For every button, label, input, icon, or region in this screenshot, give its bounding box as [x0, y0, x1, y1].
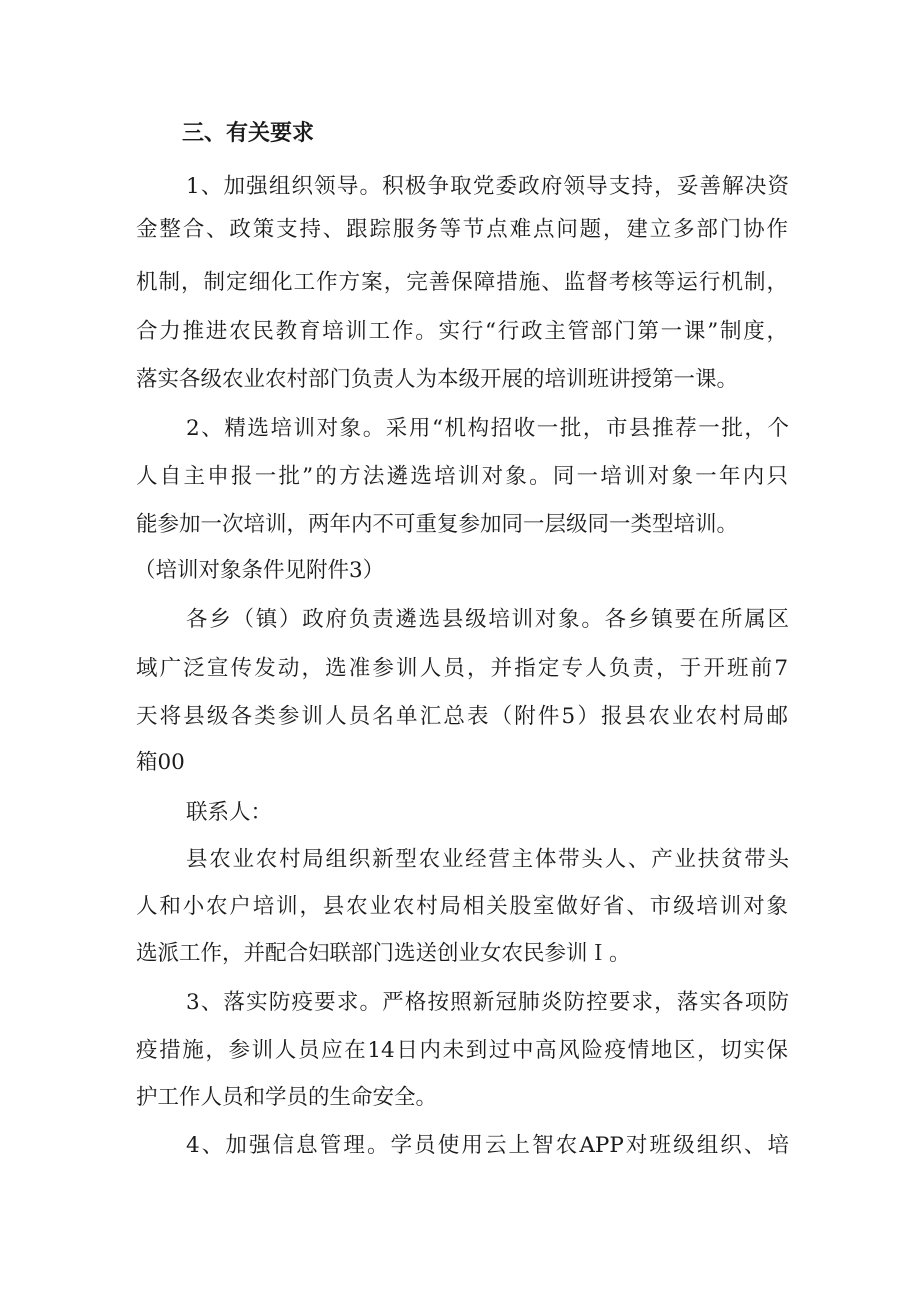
paragraph-line: （培训对象条件见附件3） [134, 558, 385, 583]
paragraph-line: 2、精选培训对象。采用“机构招收一批，市县推荐一批，个 [186, 416, 789, 441]
paragraph-line: 落实各级农业农村部门负责人为本级开展的培训班讲授第一课。 [136, 367, 739, 392]
paragraph-line: 机制，制定细化工作方案，完善保障措施、监督考核等运行机制， [136, 270, 788, 295]
paragraph-line: 人自主申报一批”的方法遴选培训对象。同一培训对象一年内只 [136, 464, 788, 489]
paragraph-line: 天将县级各类参训人员名单汇总表（附件5）报县农业农村局邮 [136, 704, 788, 729]
paragraph-line: 箱00 [136, 750, 185, 775]
paragraph-line: 域广泛宣传发动，选准参训人员，并指定专人负责，于开班前7 [136, 656, 788, 681]
paragraph-line: 3、落实防疫要求。严格按照新冠肺炎防控要求，落实各项防 [186, 990, 789, 1015]
paragraph-line: 金整合、政策支持、跟踪服务等节点难点问题，建立多部门协作 [136, 217, 788, 242]
contact-label: 联系人： [186, 800, 273, 825]
paragraph-line: 人和小农户培训，县农业农村局相关股室做好省、市级培训对象 [136, 894, 788, 919]
paragraph-line: 合力推进农民教育培训工作。实行“行政主管部门第一课”制度， [136, 319, 788, 344]
paragraph-line: 护工作人员和学员的生命安全。 [136, 1085, 438, 1110]
paragraph-line: 1、加强组织领导。积极争取党委政府领导支持，妥善解决资 [186, 174, 789, 199]
section-heading: 三、有关要求 [182, 121, 315, 146]
paragraph-line: 4、加强信息管理。学员使用云上智农APP对班级组织、培 [186, 1133, 789, 1158]
paragraph-line: 疫措施，参训人员应在14日内未到过中高风险疫情地区，切实保 [136, 1038, 788, 1063]
paragraph-line: 县农业农村局组织新型农业经营主体带头人、产业扶贫带头 [186, 847, 789, 872]
paragraph-line: 各乡（镇）政府负责遴选县级培训对象。各乡镇要在所属区 [186, 607, 789, 632]
paragraph-line: 能参加一次培训，两年内不可重复参加同一层级同一类型培训。 [136, 512, 739, 537]
paragraph-line: 选派工作，并配合妇联部门选送创业女农民参训Ｉ。 [136, 941, 631, 966]
